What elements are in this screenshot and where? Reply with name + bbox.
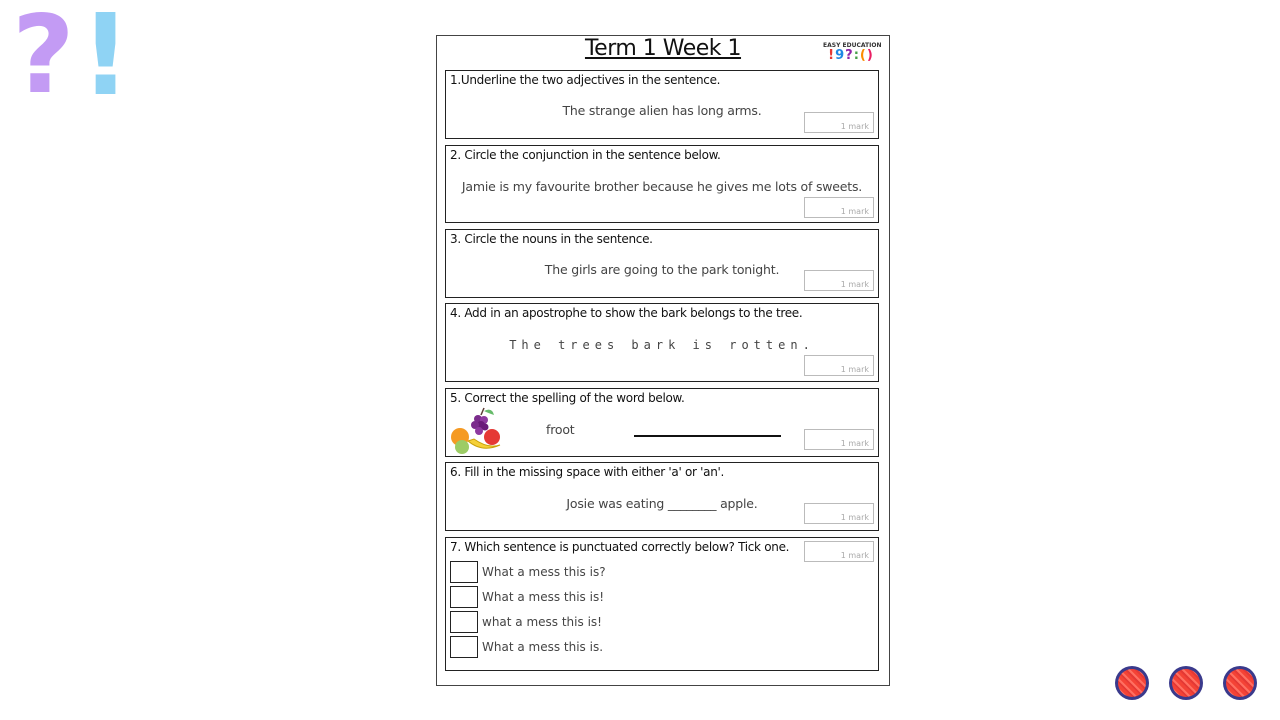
question-2-prompt: 2. Circle the conjunction in the sentence below.	[450, 148, 721, 162]
nav-button-3[interactable]	[1223, 666, 1257, 700]
question-7-prompt: 7. Which sentence is punctuated correctly below? Tick one.	[450, 540, 790, 554]
nav-button-2[interactable]	[1169, 666, 1203, 700]
question-5-prompt: 5. Correct the spelling of the word below.	[450, 391, 685, 405]
question-5-word: froot	[546, 422, 575, 437]
tick-box-3[interactable]	[450, 611, 478, 633]
question-6	[445, 462, 879, 531]
mark-label: 1 mark	[840, 439, 869, 448]
logo-symbol: (	[859, 48, 867, 63]
fruit-icon	[448, 405, 510, 455]
decorative-exclamation-mark: !	[80, 0, 132, 121]
question-1-sentence[interactable]: The strange alien has long arms.	[562, 103, 762, 118]
logo-symbol: )	[866, 48, 874, 63]
mark-label: 1 mark	[840, 513, 869, 522]
answer-line[interactable]	[634, 435, 781, 437]
easy-education-logo	[823, 42, 882, 64]
question-6-prompt: 6. Fill in the missing space with either 'a' or 'an'.	[450, 465, 725, 479]
option-3[interactable]	[450, 611, 750, 633]
question-7	[445, 537, 879, 671]
logo-text: EASY EDUCATION	[823, 42, 882, 49]
nav-button-1[interactable]	[1115, 666, 1149, 700]
question-1-prompt: 1.Underline the two adjectives in the sentence.	[450, 73, 721, 87]
mark-label: 1 mark	[840, 122, 869, 131]
question-4	[445, 303, 879, 382]
mark-label: 1 mark	[840, 280, 869, 289]
tick-box-1[interactable]	[450, 561, 478, 583]
nav-button-fill	[1226, 669, 1254, 697]
mark-label: 1 mark	[840, 365, 869, 374]
logo-symbol: !	[828, 48, 836, 63]
mark-box-4[interactable]	[804, 355, 874, 376]
option-3-label: what a mess this is!	[482, 615, 602, 629]
option-4-label: What a mess this is.	[482, 640, 604, 654]
mark-box-1[interactable]	[804, 112, 874, 133]
logo-symbols	[823, 49, 879, 63]
option-1-label: What a mess this is?	[482, 565, 606, 579]
mark-label: 1 mark	[840, 551, 869, 560]
mark-box-5[interactable]	[804, 429, 874, 450]
logo-symbol: 9	[835, 48, 846, 63]
option-1[interactable]	[450, 561, 750, 583]
decorative-question-mark: ?	[12, 0, 75, 118]
question-3-prompt: 3. Circle the nouns in the sentence.	[450, 232, 653, 246]
question-5	[445, 388, 879, 457]
mark-box-6[interactable]	[804, 503, 874, 524]
question-4-prompt: 4. Add in an apostrophe to show the bark belongs to the tree.	[450, 306, 803, 320]
worksheet	[436, 35, 890, 686]
option-2[interactable]	[450, 586, 750, 608]
logo-symbol: :	[853, 48, 860, 63]
nav-button-fill	[1172, 669, 1200, 697]
question-4-sentence[interactable]: The trees bark is rotten.	[509, 338, 815, 352]
question-3-sentence[interactable]: The girls are going to the park tonight.	[544, 262, 780, 277]
question-1	[445, 70, 879, 139]
tick-box-2[interactable]	[450, 586, 478, 608]
nav-button-fill	[1118, 669, 1146, 697]
question-6-sentence[interactable]: Josie was eating ________ apple.	[566, 496, 758, 511]
question-3	[445, 229, 879, 298]
mark-box-7[interactable]	[804, 541, 874, 562]
question-2	[445, 145, 879, 223]
mark-box-3[interactable]	[804, 270, 874, 291]
mark-label: 1 mark	[840, 207, 869, 216]
tick-box-4[interactable]	[450, 636, 478, 658]
logo-symbol: ?	[845, 48, 854, 63]
option-4[interactable]	[450, 636, 750, 658]
question-2-sentence[interactable]: Jamie is my favourite brother because he gives me lots of sweets.	[461, 179, 863, 194]
worksheet-title: Term 1 Week 1	[584, 36, 742, 61]
mark-box-2[interactable]	[804, 197, 874, 218]
option-2-label: What a mess this is!	[482, 590, 605, 604]
